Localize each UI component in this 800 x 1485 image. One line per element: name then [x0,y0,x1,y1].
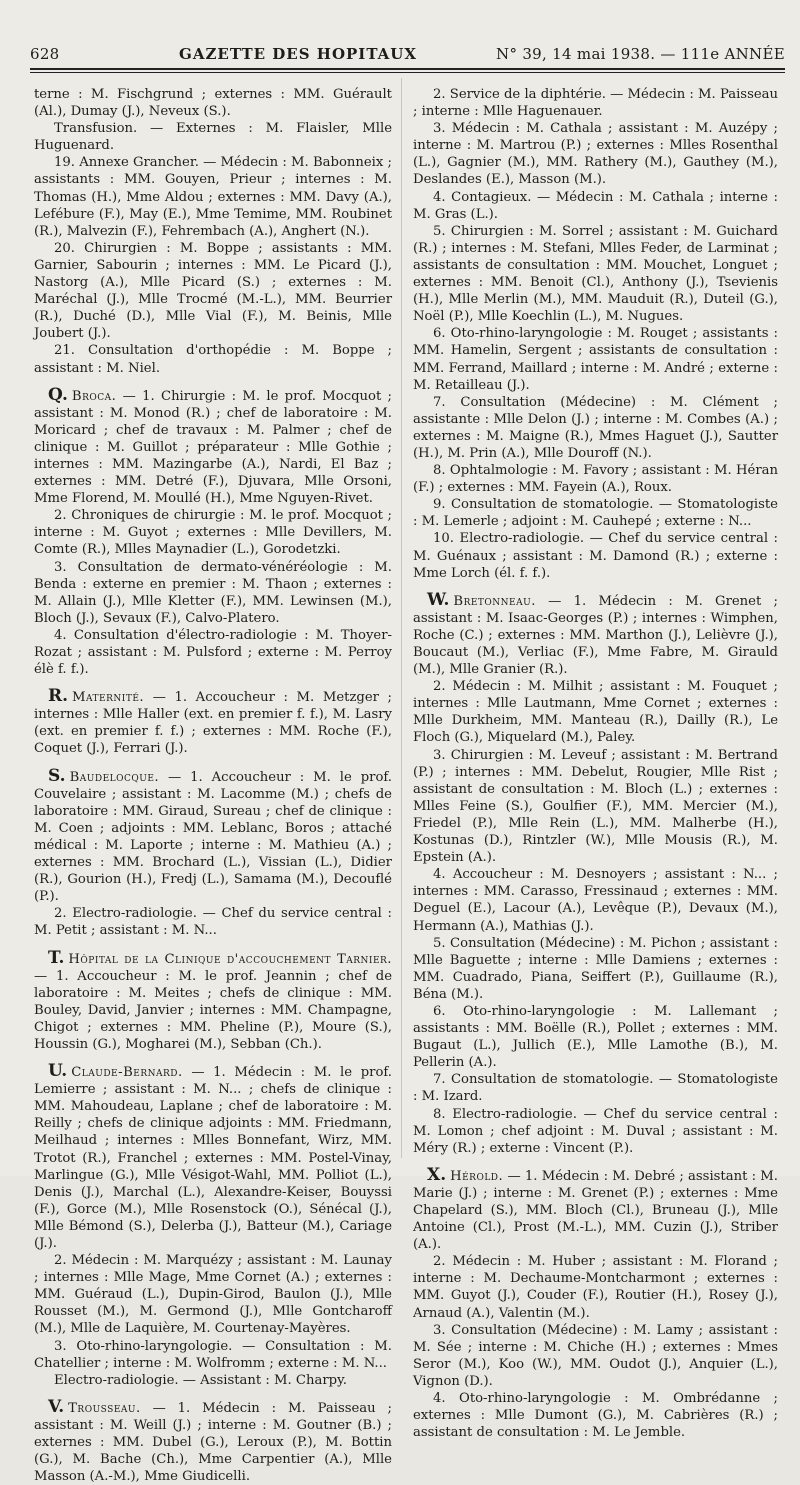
hospital-section [34,688,392,757]
section-paragraph [34,765,392,906]
publication-title: GAZETTE DES HOPITAUX [179,45,418,63]
service-paragraph: 10. Electro-radiologie. — Chef du service central : M. Guénaux ; assistant : M. Damond (R.) ; externe : Mme Lorch (él. f. f.). [413,531,778,581]
service-paragraph: 2. Chroniques de chirurgie : M. le prof. Mocquot ; interne : M. Guyot ; externes : Mlle Devillers, M. Comte (R.), Mlles Maynadier (L.), Gorodetzki. [34,508,392,558]
service-paragraph: 19. Annexe Grancher. — Médecin : M. Babonneix ; assistants : MM. Gouyen, Prieur ; internes : M. Thomas (H.), Mme Aldou ; externes : MM. Davy (A.), Lefébure (F.), May (E.), Mme Temime, MM. Roubinet (R.), Malvezin (F.), Fehrembach (A.), Anghert (N.). [34,155,392,239]
section-letter: X. [427,1164,447,1185]
section-letter: T. [48,947,65,968]
service-paragraph: 4. Accoucheur : M. Desnoyers ; assistant : N... ; internes : MM. Carasso, Fressinaud ; externes : MM. Deguel (E.), Lacour (A.), Levêque (P.), Devaux (M.), Hermann (A.), Mathias (J.). [413,867,778,934]
hospital-name: Baudelocque. [69,769,160,785]
service-paragraph: terne : M. Fischgrund ; externes : MM. Guérault (Al.), Dumay (J.), Neveux (S.). [34,87,392,120]
hospital-name: Trousseau. [68,1400,141,1416]
section-letter: U. [48,1061,68,1082]
service-paragraph: 6. Oto-rhino-laryngologie : M. Rouget ; assistants : MM. Hamelin, Sergent ; assistants de consultation : MM. Ferrand, Maillard ; interne : M. André ; externe : M. Retailleau (J.). [413,326,778,393]
service-paragraph: 20. Chirurgien : M. Boppe ; assistants : MM. Garnier, Sabourin ; internes : MM. Le Picard (J.), Nastorg (A.), Mlle Picard (S.) ; externes : M. Maréchal (J.), Mlle Trocmé (M.-L.), MM. Beurrier (R.), Duché (D.), Mlle Vial (F.), M. Beinis, Mlle Joubert (J.). [34,240,392,342]
service-paragraph: 2. Médecin : M. Milhit ; assistant : M. Fouquet ; internes : Mlle Lautmann, Mme Cornet ; externes : Mlle Durkheim, MM. Manteau (R.), Dailly (R.), Le Floch (G.), Miquelard (M.), Paley. [413,679,778,746]
right-column [413,86,778,1441]
hospital-section [34,1396,392,1485]
service-paragraph: 2. Médecin : M. Marquézy ; assistant : M. Launay ; internes : Mlle Mage, Mme Cornet (A.) ; externes : MM. Guéraud (L.), Dupin-Girod, Baulon (J.), Mlle Rousset (M.), M. Germond (J.), Mlle Gontcharoff (M.), Mlle de Laquière, M. Courtenay-Mayères. [34,1253,392,1337]
service-paragraph: 5. Chirurgien : M. Sorrel ; assistant : M. Guichard (R.) ; internes : M. Stefani, Mlles Feder, de Larminat ; assistants de consultation : MM. Mouchet, Longuet ; externes : MM. Benoit (Cl.), Anthony (J.), Tsevienis (H.), Mlle Merlin (M.), MM. Mauduit (R.), Duteil (G.), Noël (P.), Mlle Koechlin (L.), M. Nugues. [413,223,778,325]
section-paragraph [34,384,392,508]
section-letter: V. [48,1396,65,1417]
service-paragraph: 8. Electro-radiologie. — Chef du service central : M. Lomon ; chef adjoint : M. Duval ; assistant : M. Méry (R.) ; externe : Vincent (P.). [413,1106,778,1156]
column-divider [401,78,402,1158]
header-rule-thin [30,72,785,73]
section-paragraph [34,1063,392,1252]
service-paragraph: 2. Electro-radiologie. — Chef du service central : M. Petit ; assistant : M. N... [34,906,392,939]
service-paragraph: 7. Consultation de stomatologie. — Stomatologiste : M. Izard. [413,1072,778,1105]
section-text: — 1. Accoucheur : M. Metzger ; internes : Mlle Haller (ext. en premier f. f.), M. Lasry (ext. en premier f. f.) ; externes : MM. Roche (F.), Coquet (J.), Ferrari (J.). [34,690,392,757]
section-letter: W. [427,589,450,610]
service-paragraph: 3. Chirurgien : M. Leveuf ; assistant : M. Bertrand (P.) ; internes : MM. Debelut, Rougier, Mlle Rist ; assistant de consultation : M. Bloch (L.) ; externes : Mlles Feine (S.), Goulfier (F.), MM. Mercier (M.), Friedel (P.), Mlle Rein (L.), MM. Malherbe (H.), Kostunas (D.), Rintzler (W.), Mlle Mousis (R.), M. Epstein (A.). [413,747,778,866]
section-text: — 1. Médecin : M. Paisseau ; assistant : M. Weill (J.) ; interne : M. Goutner (B.) ; externes : MM. Dubel (G.), Leroux (P.), M. Bottin (G.), M. Bache (Ch.), Mme Carpentier (A.), Mlle Masson (A.-M.), Mme Giudicelli. [34,1400,392,1485]
service-paragraph: 7. Consultation (Médecine) : M. Clément ; assistante : Mlle Delon (J.) ; interne : M. Combes (A.) ; externes : M. Maigne (R.), Mmes Haguet (J.), Sautter (H.), M. Prin (A.), Mlle Douroff (N.). [413,394,778,461]
hospital-name: Maternité. [72,690,145,706]
section-text: — 1. Accoucheur : M. le prof. Couvelaire ; assistant : M. Lacomme (M.) ; chefs de laboratoire : MM. Giraud, Sureau ; chef de clinique : M. Coen ; adjoints : MM. Leblanc, Boros ; attaché médical : M. Laporte ; interne : M. Mathieu (A.) ; externes : MM. Brochard (L.), Vissian (L.), Didier (R.), Gourion (H.), Fredj (L.), Samama (M.), Decouflé (P.). [34,769,392,905]
hospital-name: Bretonneau. [453,593,536,609]
service-paragraph: 9. Consultation de stomatologie. — Stomatologiste : M. Lemerle ; adjoint : M. Cauhepé ; externe : N... [413,497,778,530]
section-text: — 1. Chirurgie : M. le prof. Mocquot ; assistant : M. Monod (R.) ; chef de laboratoire : M. Moricard ; chef de travaux : M. Palmer ; chef de clinique : M. Guillot ; préparateur : Mlle Gothie ; internes : MM. Mazingarbe (A.), Nardi, El Baz ; externes : MM. Detré (F.), Djuvara, Mlle Orsoni, Mme Florend, M. Moullé (H.), Mme Nguyen-Rivet. [34,388,392,507]
hospital-section [413,1164,778,1253]
hospital-name: Broca. [71,388,117,404]
service-paragraph: 6. Oto-rhino-laryngologie : M. Lallemant ; assistants : MM. Boëlle (R.), Pollet ; externes : MM. Bugaut (L.), Jullich (E.), Mlle Lamothe (B.), M. Pellerin (A.). [413,1003,778,1071]
service-paragraph: 3. Consultation de dermato-vénéréologie : M. Benda : externe en premier : M. Thaon ; externes : M. Allain (J.), Mlle Kletter (F.), MM. Lewinsen (M.), Bloch (J.), Sevaux (F.), Calvo-Platero. [34,559,392,626]
section-letter: R. [48,686,69,707]
section-letter: Q. [48,384,68,405]
section-paragraph [413,589,778,678]
section-text: — 1. Médecin : M. le prof. Lemierre ; assistant : M. N... ; chefs de clinique : MM. Mahoudeau, Laplane ; chef de laboratoire : M. Reilly ; chefs de clinique adjoints : MM. Friedmann, Meilhaud ; internes : Mlles Bonnefant, Wirz, MM. Trotot (R.), Franchel ; externes : MM. Postel-Vinay, Marlingue (G.), Mlle Vésigot-Wahl, MM. Polliot (L.), Denis (J.), Marchal (L.), Alexandre-Keiser, Bouyssi (F.), Gorce (M.), Mlle Rosenstock (O.), Sénécal (J.), Mlle Bémond (S.), Delerba (J.), Batteur (M.), Cariage (J.). [34,1065,392,1251]
service-paragraph: 4. Oto-rhino-laryngologie : M. Ombrédanne ; externes : Mlle Dumont (G.), M. Cabrières (R.) ; assistant de consultation : M. Le Jemble. [413,1391,778,1441]
service-paragraph: 2. Service de la diphtérie. — Médecin : M. Paisseau ; interne : Mlle Haguenauer. [413,87,778,120]
service-paragraph: 4. Contagieux. — Médecin : M. Cathala ; interne : M. Gras (L.). [413,189,778,222]
section-paragraph [34,947,392,1054]
service-paragraph: 3. Médecin : M. Cathala ; assistant : M. Auzépy ; interne : M. Martrou (P.) ; externes : Mlles Rosenthal (L.), Gagnier (M.), MM. Rathery (M.), Gauthey (M.), Deslandes (E.), Masson (M.). [413,121,778,188]
hospital-section [34,1063,392,1252]
section-letter: S. [48,765,66,786]
hospital-name: Hérold. [450,1168,504,1184]
hospital-section [34,947,392,1054]
service-paragraph: 4. Consultation d'électro-radiologie : M. Thoyer-Rozat ; assistant : M. Pulsford ; externe : M. Perroy élè f. f.). [34,627,392,678]
page-header [30,40,785,68]
section-text: — 1. Accoucheur : M. le prof. Jeannin ; chef de laboratoire : M. Meites ; chefs de clinique : MM. Bouley, David, Janvier ; internes : MM. Champagne, Chigot ; externes : MM. Pheline (P.), Moure (S.), Houssin (G.), Mogharei (M.), Sebban (Ch.). [34,968,392,1052]
section-text: — 1. Médecin : M. Debré ; assistant : M. Marie (J.) ; interne : M. Grenet (P.) ; externes : Mme Chapelard (S.), MM. Bloch (Cl.), Bruneau (J.), Mlle Antoine (Cl.), Prost (M.-L.), MM. Cuzin (J.), Striber (A.). [413,1168,778,1253]
issue-date: N° 39, 14 mai 1938. — 111e ANNÉE [496,45,785,63]
hospital-section [34,384,392,508]
service-paragraph: 3. Consultation (Médecine) : M. Lamy ; assistant : M. Sée ; interne : M. Chiche (H.) ; externes : Mmes Seror (M.), Koo (W.), MM. Oudot (J.), Anquier (L.), Vignon (D.). [413,1322,778,1389]
left-column [34,86,392,1485]
page-number: 628 [30,45,60,63]
service-paragraph: Transfusion. — Externes : M. Flaisler, Mlle Huguenard. [34,121,392,154]
service-paragraph: 2. Médecin : M. Huber ; assistant : M. Florand ; interne : M. Dechaume-Montcharmont ; externes : MM. Guyot (J.), Couder (F.), Routier (H.), Rosey (J.), Arnaud (A.), Valentin (M.). [413,1254,778,1321]
hospital-name: Hôpital de la Clinique d'accouchement Tarnier. [68,951,392,967]
section-text: — 1. Médecin : M. Grenet ; assistant : M. Isaac-Georges (P.) ; internes : Wimphen, Roche (C.) ; externes : MM. Marthon (J.), Lelièvre (J.), Boucaut (M.), Verliac (F.), Mme Fabre, M. Girauld (M.), Mlle Granier (R.). [413,593,778,678]
service-paragraph: Electro-radiologie. — Assistant : M. Charpy. [54,1372,347,1388]
hospital-section [34,765,392,906]
section-paragraph [34,688,392,757]
service-paragraph: 3. Oto-rhino-laryngologie. — Consultation : M. Chatellier ; interne : M. Wolfromm ; externe : M. N... [34,1338,392,1371]
service-paragraph: 21. Consultation d'orthopédie : M. Boppe ; assistant : M. Niel. [34,343,392,376]
header-rule [30,68,785,70]
service-paragraph: 8. Ophtalmologie : M. Favory ; assistant : M. Héran (F.) ; externes : MM. Fayein (A.), Roux. [413,463,778,496]
service-paragraph: 5. Consultation (Médecine) : M. Pichon ; assistant : Mlle Baguette ; interne : Mlle Damiens ; externes : MM. Cuadrado, Piana, Seiffert (P.), Guillaume (R.), Béna (M.). [413,935,778,1002]
hospital-section [413,589,778,678]
section-paragraph [34,1396,392,1485]
hospital-name: Claude-Bernard. [71,1065,183,1081]
section-paragraph [413,1164,778,1253]
